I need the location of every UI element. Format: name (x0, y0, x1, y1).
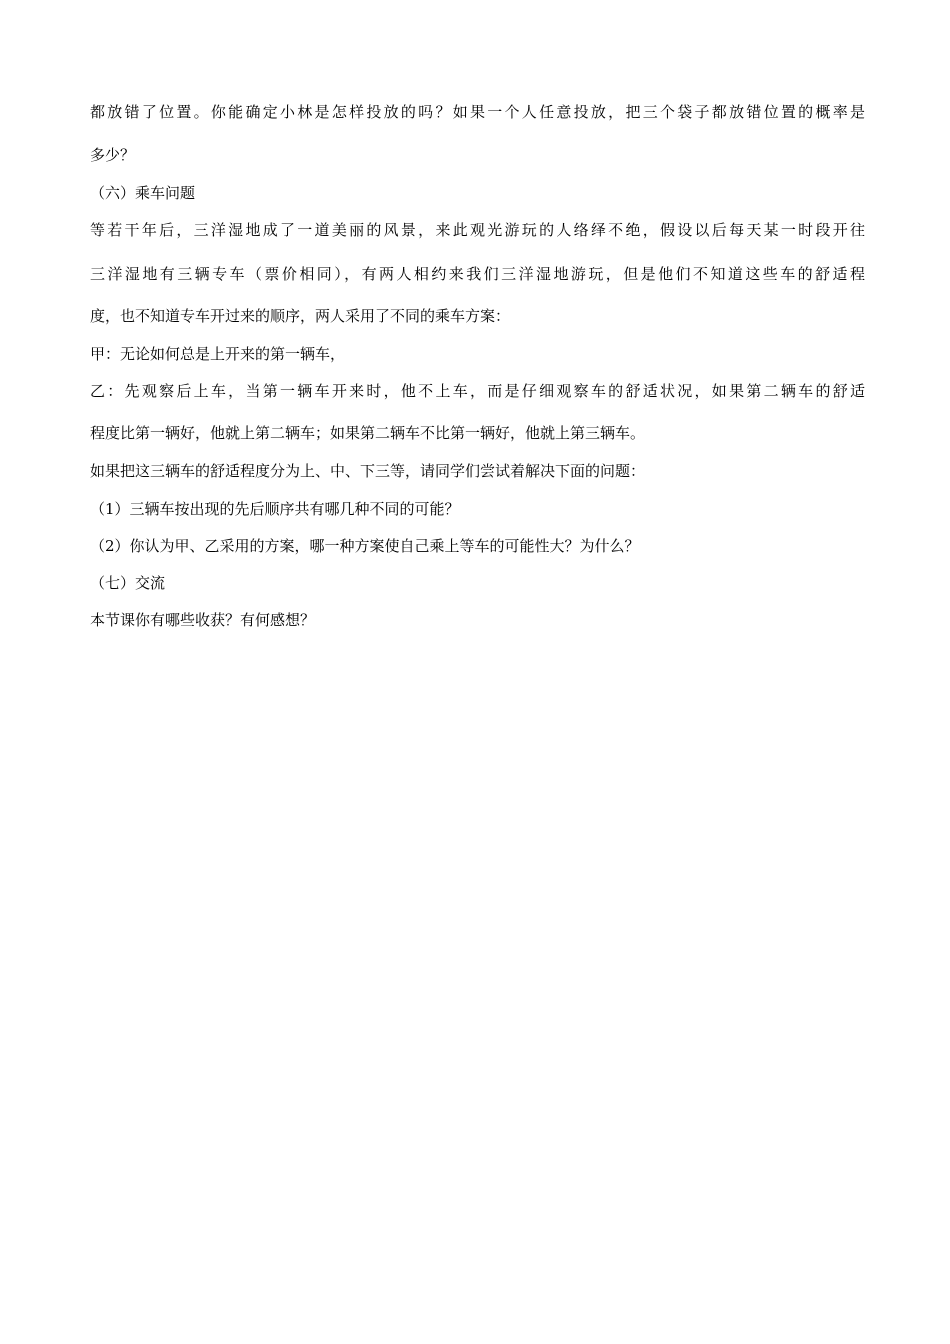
plan-yi-cont: 程度比第一辆好，他就上第二辆车；如果第二辆车不比第一辆好，他就上第三辆车。 (90, 424, 646, 442)
paragraph-line: 如果把这三辆车的舒适程度分为上、中、下三等，请同学们尝试着解决下面的问题： (90, 462, 646, 480)
plan-jia: 甲：无论如何总是上开来的第一辆车， (90, 345, 346, 363)
paragraph-line: 三洋湿地有三辆专车（票价相同），有两人相约来我们三洋湿地游玩，但是他们不知道这些车的舒适程 (90, 265, 865, 283)
paragraph-line: 度，也不知道专车开过来的顺序，两人采用了不同的乘车方案： (90, 307, 511, 325)
paragraph-line: 多少？ (90, 146, 136, 164)
paragraph-line: 等若干年后，三洋湿地成了一道美丽的风景，来此观光游玩的人络绎不绝，假设以后每天某一时段开往 (90, 221, 865, 239)
plan-yi: 乙：先观察后上车，当第一辆车开来时，他不上车，而是仔细观察车的舒适状况，如果第二辆车的舒适 (90, 382, 865, 400)
section-heading-7: （七）交流 (90, 574, 166, 592)
paragraph-line: 本节课你有哪些收获？有何感想？ (90, 611, 316, 629)
paragraph-line: 都放错了位置。你能确定小林是怎样投放的吗？如果一个人任意投放，把三个袋子都放错位置的概率是 (90, 103, 865, 121)
question-1: （1）三辆车按出现的先后顺序共有哪几种不同的可能？ (90, 500, 460, 518)
section-heading-6: （六）乘车问题 (90, 184, 196, 202)
question-2: （2）你认为甲、乙采用的方案，哪一种方案使自己乘上等车的可能性大？为什么？ (90, 537, 640, 555)
